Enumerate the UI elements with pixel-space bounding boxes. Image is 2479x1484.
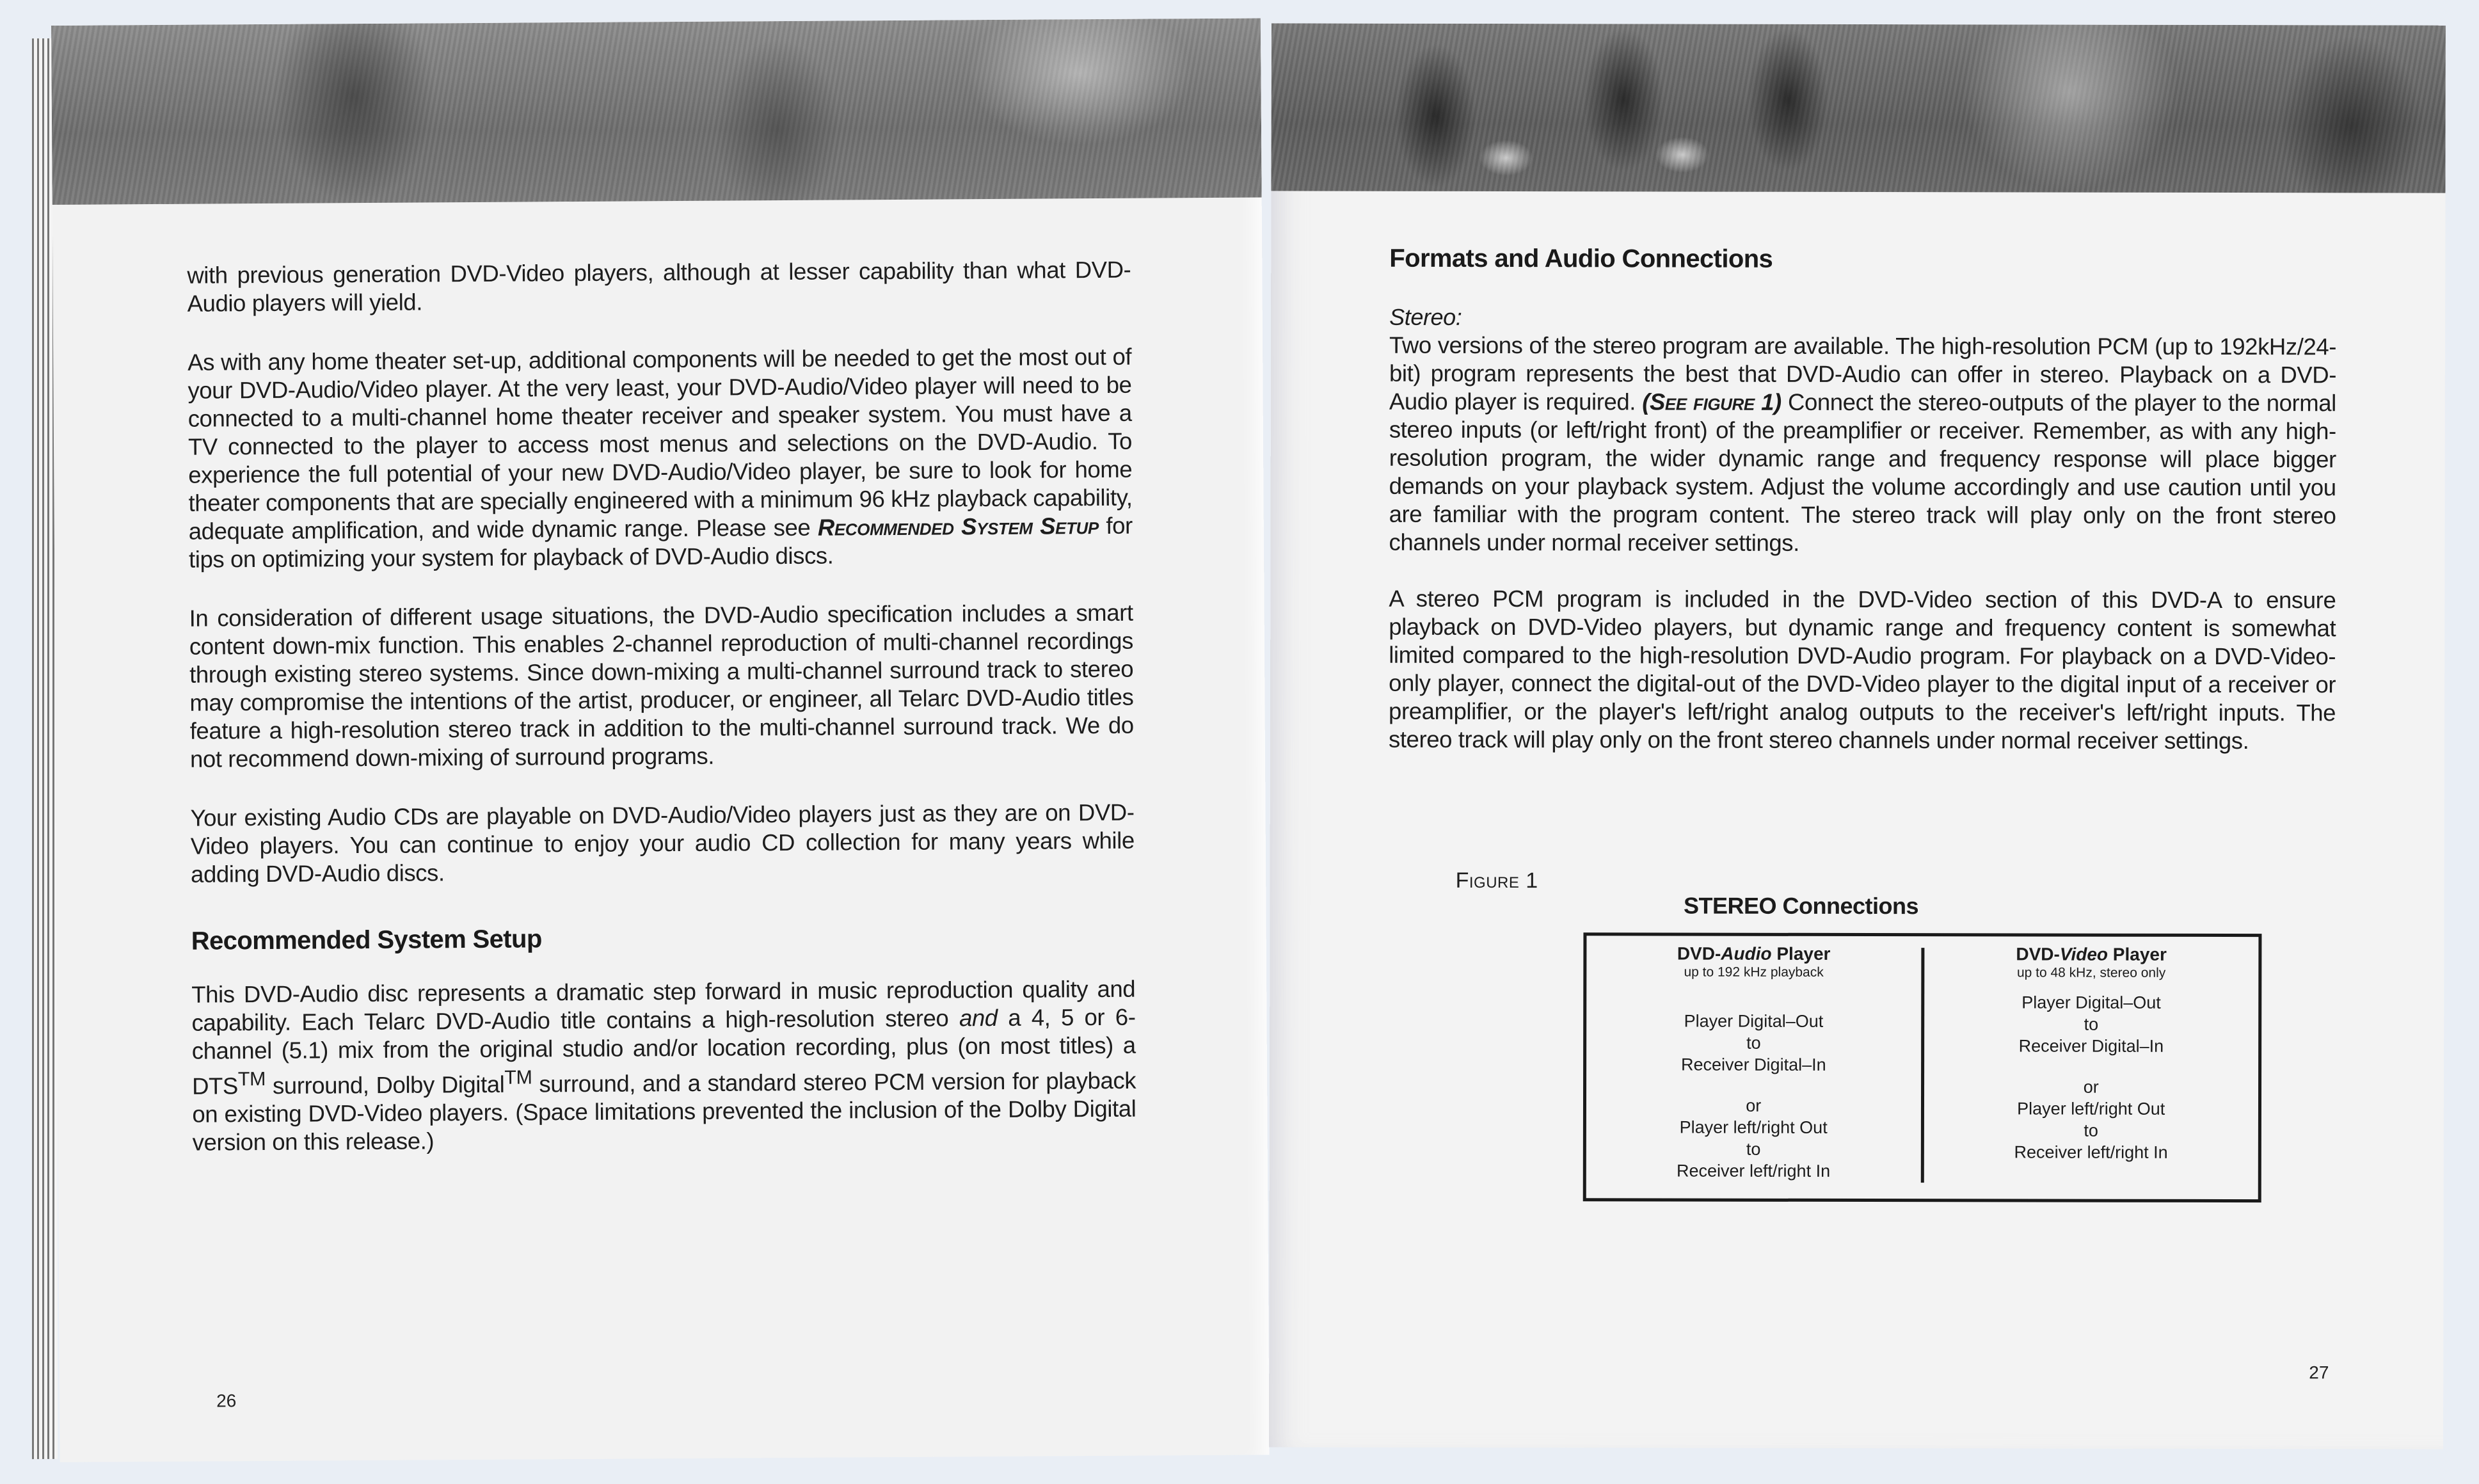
text-emphasis: and	[959, 1004, 998, 1032]
connection-line: to	[1746, 1033, 1761, 1053]
column-title	[1924, 944, 2259, 965]
connection-line: Player Digital–Out	[1684, 1011, 1824, 1031]
right-page	[1269, 23, 2446, 1449]
paragraph-stereo-pcm: A stereo PCM program is included in the DVD-Video section of this DVD-A to ensure playback on DVD-Video players, but dynamic range and frequency content is somewhat limited compared to the high-resolution DVD-Audio program. For playback on a DVD-Video-only player, connect the digital-out of the DVD-Video player to the digital input of a receiver or preamplifier, or the player's left/right analog outputs to the receiver's left/right inputs. The stereo track will play only on the front stereo channels under normal receiver settings.	[1388, 585, 2336, 754]
text: surround, Dolby Digital	[265, 1071, 505, 1099]
left-page	[51, 18, 1270, 1462]
connection-line: Receiver left/right In	[1676, 1161, 1831, 1181]
header-photo-banner	[51, 18, 1262, 205]
text-emphasis: Video	[2059, 944, 2108, 964]
spacer	[1586, 991, 1921, 1010]
page-number: 27	[2309, 1362, 2329, 1383]
right-page-body	[1389, 244, 2336, 756]
connection-line: to	[1746, 1139, 1761, 1159]
connection-line: Receiver Digital–In	[1681, 1055, 1826, 1074]
connection-line: Player left/right Out	[2017, 1099, 2165, 1119]
text: Player	[1771, 943, 1831, 964]
paragraph-audio-cds: Your existing Audio CDs are playable on DVD-Audio/Video players just as they are on DVD-Video players. You can continue to enjoy your audio CD collection for many years while adding DVD-Audio discs.	[190, 799, 1135, 888]
connection-line: Receiver left/right In	[2014, 1142, 2168, 1162]
cross-reference-recommended-setup: Recommended System Setup	[817, 513, 1099, 541]
text: Player	[2108, 944, 2167, 964]
column-title	[1586, 943, 1921, 964]
stereo-connections-diagram	[1583, 932, 2262, 1202]
paragraph-previous-players: with previous generation DVD-Video players, although at lesser capability than what DVD-Audio players will yield.	[187, 256, 1131, 317]
page-number: 26	[216, 1391, 237, 1411]
connection-line: or	[2083, 1077, 2099, 1097]
paragraph-stereo-versions	[1389, 331, 2336, 559]
connection-line: to	[2084, 1121, 2098, 1140]
text: DVD-	[2016, 944, 2060, 964]
text: for tips on optimizing your system for playback of DVD-Audio discs.	[188, 512, 1133, 573]
connection-line: to	[2084, 1014, 2099, 1034]
text: Two versions of the stereo program are available. The high-resolution PCM (up to 192kHz/24-bit) program represents the best that DVD-Audio can offer in stereo. Playback on a DVD-Audio player is required.	[1389, 331, 2337, 415]
column-subtitle: up to 192 kHz playback	[1684, 964, 1824, 980]
sub-heading-stereo: Stereo:	[1389, 303, 1462, 330]
connection-line: Receiver Digital–In	[2018, 1036, 2164, 1056]
header-photo-banner	[1271, 23, 2445, 193]
section-heading-recommended-setup: Recommended System Setup	[191, 925, 542, 955]
section-heading-formats: Formats and Audio Connections	[1389, 244, 1773, 273]
figure-label: Figure 1	[1455, 868, 1538, 893]
text: Connect the stereo-outputs of the player to the normal stereo inputs (or left/right front) of the preamplifier or receiver. Remember, as with any high-resolution program, the wider dynamic range and frequency response will place bigger demands on your playback system. Adjust the volume accordingly and use caution until you are familiar with the program content. The stereo track will play only on the front stereo channels under normal receiver settings.	[1389, 388, 2336, 556]
dvd-audio-player-column	[1586, 936, 1921, 1199]
left-page-body	[187, 256, 1136, 1188]
paragraph-dvd-audio-disc	[191, 975, 1136, 1157]
trademark-mark: TM	[237, 1067, 266, 1090]
column-subtitle: up to 48 kHz, stereo only	[2016, 965, 2166, 980]
spacer	[1586, 1075, 1921, 1095]
text: This DVD-Audio disc represents a dramatic step forward in music reproduction quality and capability. Each Telarc DVD-Audio title contains a high-resolution stereo	[191, 975, 1136, 1036]
dvd-video-player-column	[1924, 936, 2258, 1199]
connection-line: Player Digital–Out	[2021, 993, 2161, 1012]
text: As with any home theater set-up, additional components will be needed to get the most out of your DVD-Audio/Video player. At the very least, your DVD-Audio/Video player will need to be connected to a multi-channel home theater receiver and speaker system. You must have a TV connected to the player to access most menus and selections on the DVD-Audio. To experience the full potential of your new DVD-Audio/Video player, be sure to look for home theater components that are specially engineered with a minimum 96 kHz playback capability, adequate amplification, and wide dynamic range. Please see	[187, 343, 1133, 545]
text: surround, and a standard stereo PCM version for playback on existing DVD-Video players. (Space limitations prevented the inclusion of the Dolby Digital version on this release.)	[192, 1067, 1136, 1156]
text-emphasis: Audio	[1721, 943, 1772, 964]
spacer	[1924, 1057, 2259, 1076]
paragraph-home-theater-setup	[187, 343, 1133, 574]
text: DVD-	[1677, 943, 1721, 964]
text: a 4, 5 or 6-channel (5.1) mix from the original studio and/or location recording, plus (on most titles) a DTS	[191, 1003, 1136, 1099]
connection-line: Player left/right Out	[1679, 1117, 1828, 1137]
trademark-mark: TM	[504, 1066, 532, 1089]
paragraph-down-mix: In consideration of different usage situations, the DVD-Audio specification includes a smart content down-mix function. This enables 2-channel reproduction of multi-channel recordings through existing stereo systems. Since down-mixing a multi-channel surround track to stereo may compromise the intentions of the artist, producer, or engineer, all Telarc DVD-Audio titles feature a high-resolution stereo track in addition to the multi-channel surround track. We do not recommend down-mixing of surround programs.	[189, 599, 1134, 772]
cross-reference-figure-1: (See figure 1)	[1642, 388, 1782, 415]
connection-line: or	[1746, 1096, 1762, 1115]
figure-title: STEREO Connections	[1683, 892, 1919, 920]
